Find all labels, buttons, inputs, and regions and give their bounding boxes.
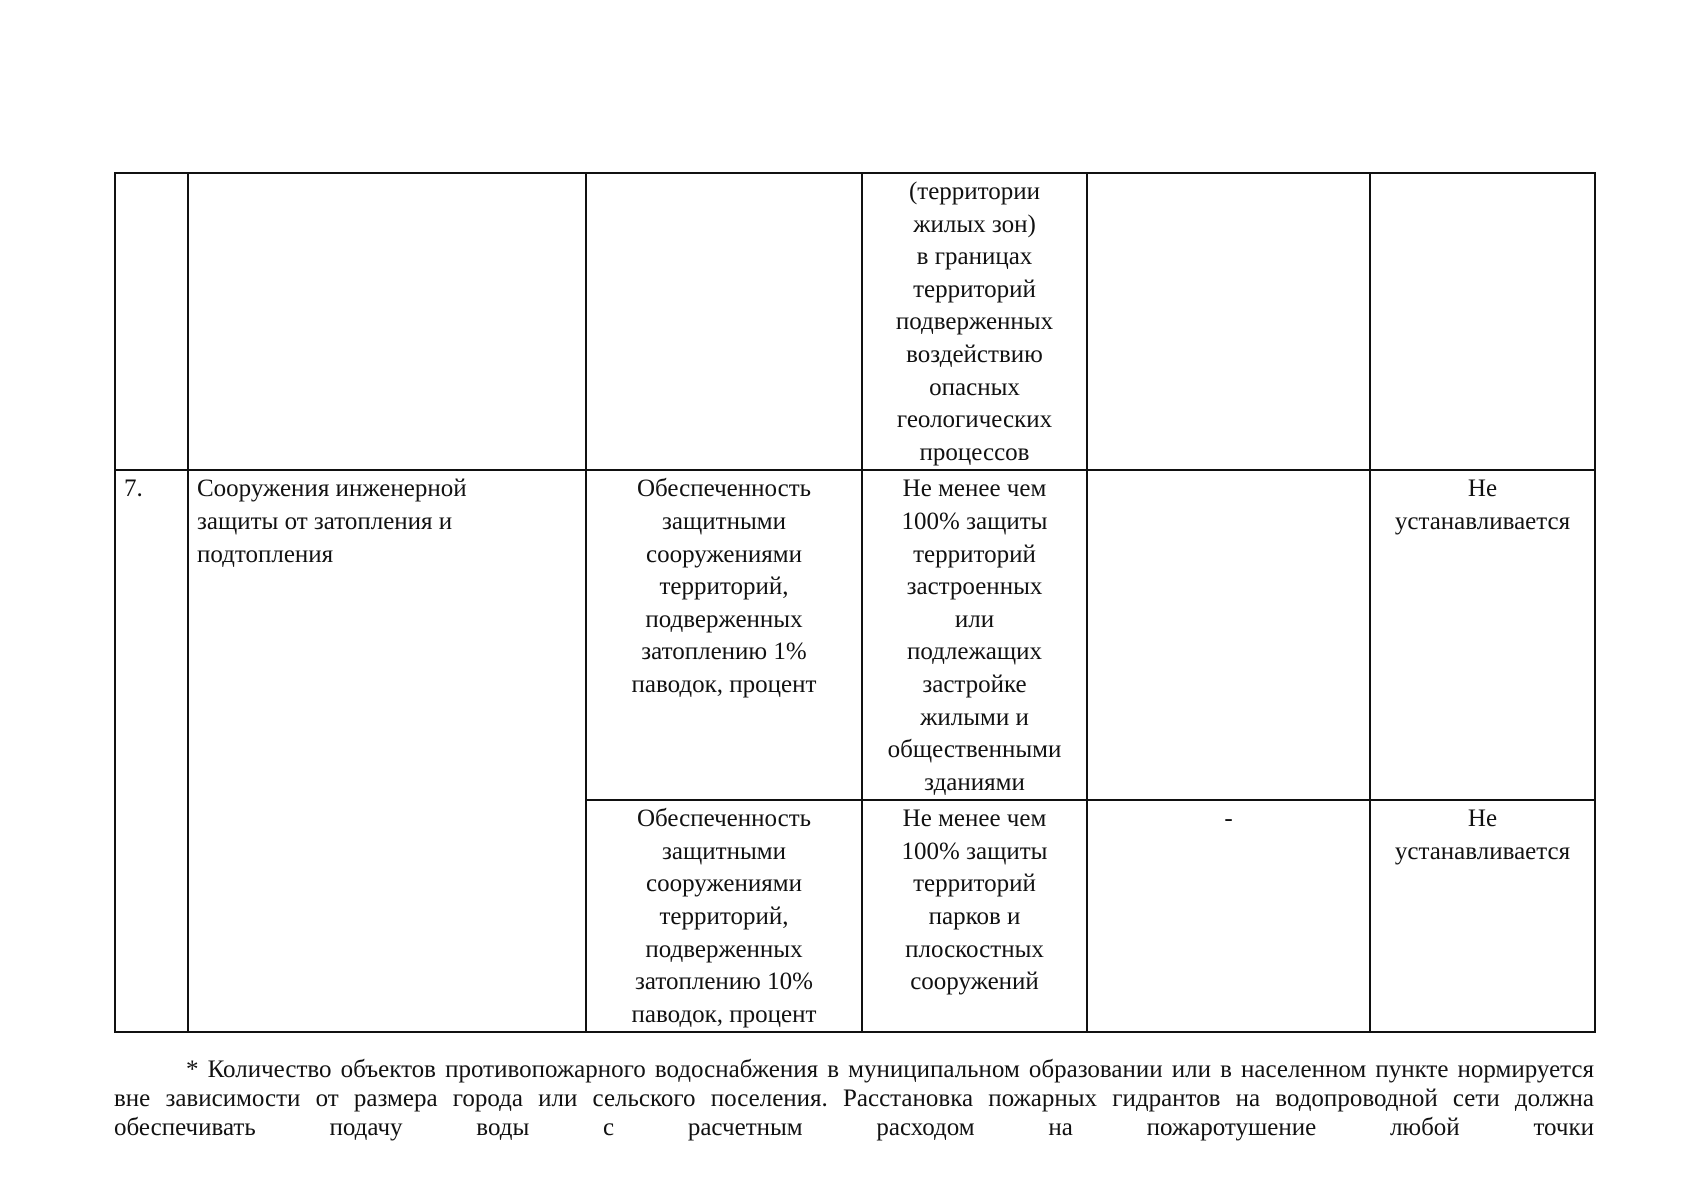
indicator-line: Обеспеченность bbox=[636, 805, 812, 833]
unit-cell bbox=[1087, 470, 1370, 800]
object-name-line: защиты от затопления и bbox=[197, 507, 453, 535]
indicator-line: Обеспеченность bbox=[636, 475, 812, 503]
value-line: опасных bbox=[929, 373, 1020, 401]
value-line: зданиями bbox=[924, 768, 1025, 796]
indicator-cell bbox=[586, 173, 862, 470]
accessibility-cell bbox=[1370, 800, 1595, 1032]
value-line: жилых зон) bbox=[913, 210, 1036, 238]
value-line: жилыми и bbox=[920, 703, 1029, 731]
table-row-7a bbox=[115, 470, 1595, 800]
value-line: воздействию bbox=[906, 340, 1043, 368]
accessibility-cell bbox=[1370, 173, 1595, 470]
value-cell bbox=[862, 470, 1087, 800]
object-name-line: подтопления bbox=[197, 540, 334, 568]
value-line: застроенных bbox=[906, 573, 1043, 601]
indicator-line: сооружениями bbox=[646, 540, 802, 568]
table-row-continuation bbox=[115, 173, 1595, 470]
indicator-line: территорий, bbox=[659, 903, 789, 931]
value-line: подверженных bbox=[895, 308, 1054, 336]
accessibility-cell bbox=[1370, 470, 1595, 800]
value-line: или bbox=[954, 605, 995, 633]
value-line: 100% защиты bbox=[901, 837, 1048, 865]
value-line: подлежащих bbox=[907, 638, 1042, 666]
value-cell bbox=[862, 173, 1087, 470]
accessibility-line: устанавливается bbox=[1394, 507, 1571, 535]
value-line: парков и bbox=[928, 903, 1021, 931]
indicator-line: подверженных bbox=[645, 935, 803, 963]
value-line: территорий bbox=[913, 540, 1036, 568]
value-line: территорий bbox=[913, 870, 1036, 898]
accessibility-line: Не bbox=[1467, 475, 1498, 503]
footnote-paragraph: * Количество объектов противопожарного водоснабжения в муниципальном образовании или в населенном пункте нормируется вне зависимости от размера города или сельского поселения. Расстановка пожарных гидрантов на водопроводной сети должна обеспечивать подачу воды с расчетным расходом на пожаротушение любой точки bbox=[114, 1056, 1594, 1141]
indicator-line: территорий, bbox=[659, 573, 789, 601]
value-cell bbox=[862, 800, 1087, 1032]
row-number-cell bbox=[115, 173, 188, 470]
indicator-line: паводок, процент bbox=[631, 670, 817, 698]
accessibility-line: устанавливается bbox=[1394, 837, 1571, 865]
indicator-line: защитными bbox=[662, 507, 786, 535]
indicator-cell bbox=[586, 800, 862, 1032]
indicator-cell bbox=[586, 470, 862, 800]
row-number-cell: 7. bbox=[115, 470, 188, 1032]
indicator-line: защитными bbox=[662, 837, 786, 865]
value-line: сооружений bbox=[910, 968, 1039, 996]
indicator-line: паводок, процент bbox=[631, 1000, 817, 1028]
value-line: (территории bbox=[908, 178, 1041, 205]
object-name-line: Сооружения инженерной bbox=[197, 475, 467, 503]
value-line: общественными bbox=[887, 736, 1062, 764]
unit-cell bbox=[1087, 173, 1370, 470]
indicator-line: затоплению 1% bbox=[641, 638, 807, 666]
object-name-cell bbox=[188, 470, 586, 1032]
object-name-cell bbox=[188, 173, 586, 470]
value-line: в границах bbox=[916, 243, 1033, 271]
value-line: Не менее чем bbox=[902, 475, 1047, 503]
value-line: Не менее чем bbox=[902, 805, 1047, 833]
value-line: 100% защиты bbox=[901, 507, 1048, 535]
footnote bbox=[114, 1055, 1594, 1142]
indicator-line: затоплению 10% bbox=[635, 968, 813, 996]
unit-cell: - bbox=[1087, 800, 1370, 1032]
value-line: плоскостных bbox=[905, 935, 1044, 963]
accessibility-line: Не bbox=[1467, 805, 1498, 833]
value-line: процессов bbox=[919, 438, 1030, 466]
indicator-line: сооружениями bbox=[646, 870, 802, 898]
standards-table bbox=[114, 172, 1596, 1033]
value-line: геологических bbox=[896, 406, 1053, 434]
value-line: территорий bbox=[913, 275, 1036, 303]
indicator-line: подверженных bbox=[645, 605, 803, 633]
value-line: застройке bbox=[922, 670, 1027, 698]
